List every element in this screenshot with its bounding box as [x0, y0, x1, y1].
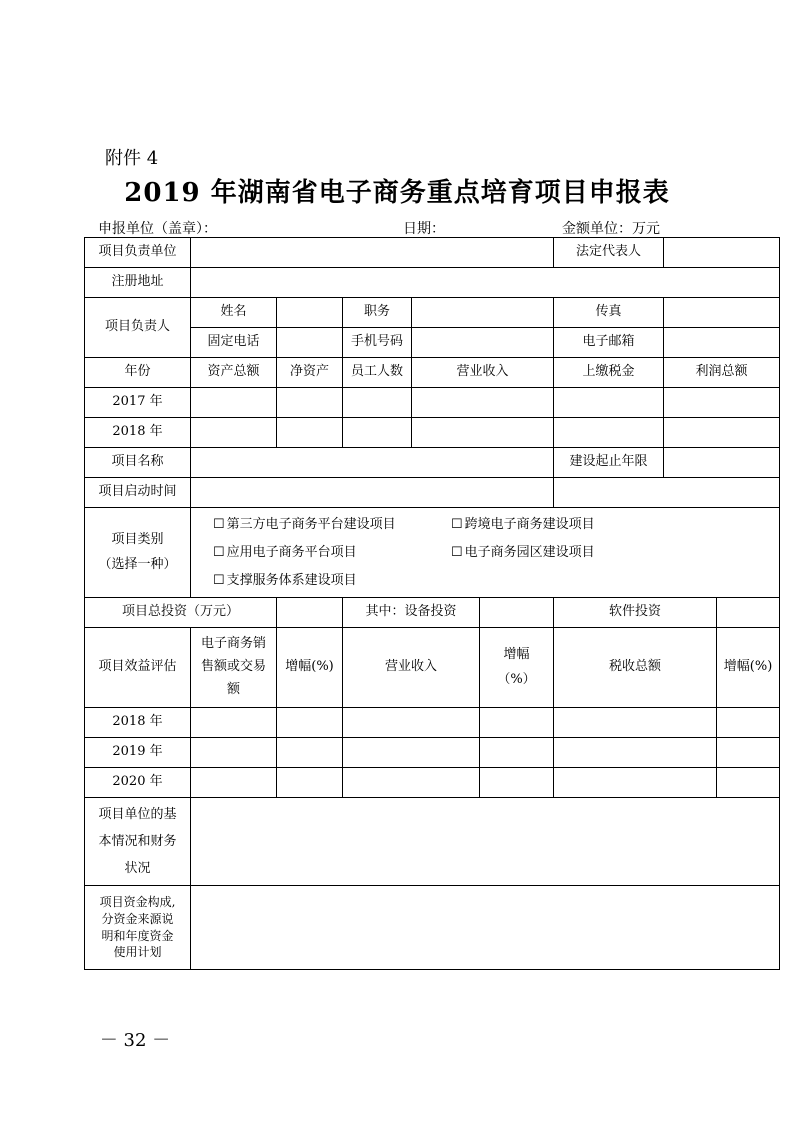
benefit-growth-header-1: 增幅(%): [277, 628, 343, 708]
benefit-cell[interactable]: [717, 738, 780, 768]
mobile-label: 手机号码: [343, 328, 412, 358]
category-label-line1: 项目类别: [111, 531, 164, 547]
finance-cell[interactable]: [664, 418, 780, 448]
amount-unit-label: 金额单位：万元: [562, 221, 660, 237]
row-project-name: [85, 448, 780, 478]
benefit-sales-header: [191, 628, 277, 708]
benefit-cell[interactable]: [554, 768, 717, 798]
phone-label: 固定电话: [191, 328, 277, 358]
benefit-cell[interactable]: [717, 708, 780, 738]
funding-label-line: 分资金来源说: [101, 911, 174, 926]
basic-info-label-line: 状况: [124, 861, 151, 877]
category-option-support[interactable]: ☐ 支撑服务体系建设项目: [213, 573, 357, 588]
category-option-row: [213, 567, 777, 595]
checkbox-icon[interactable]: ☐: [451, 544, 463, 560]
checkbox-icon[interactable]: ☐: [213, 544, 225, 560]
start-time-label: 项目启动时间: [85, 478, 191, 508]
basic-info-label-line: 项目单位的基: [98, 806, 177, 822]
fax-label: 传真: [554, 298, 664, 328]
category-option-cross-border[interactable]: ☐ 跨境电子商务建设项目: [451, 517, 595, 532]
category-option-application[interactable]: ☐ 应用电子商务平台项目: [213, 539, 451, 567]
total-investment-field[interactable]: [277, 598, 343, 628]
checkbox-icon[interactable]: ☐: [213, 516, 225, 532]
finance-header-tax: 上缴税金: [554, 358, 664, 388]
category-option-third-party[interactable]: ☐ 第三方电子商务平台建设项目: [213, 511, 451, 539]
row-finance-2017: [85, 388, 780, 418]
benefit-cell[interactable]: [277, 708, 343, 738]
position-field[interactable]: [412, 298, 554, 328]
benefit-cell[interactable]: [191, 708, 277, 738]
benefit-label: 项目效益评估: [85, 628, 191, 708]
benefit-cell[interactable]: [343, 768, 480, 798]
benefit-cell[interactable]: [191, 738, 277, 768]
category-label-line2: （选择一种）: [98, 556, 177, 572]
row-benefit-2019: [85, 738, 780, 768]
row-benefit-2018: [85, 708, 780, 738]
funding-label: [85, 886, 191, 970]
finance-header-year: 年份: [85, 358, 191, 388]
checkbox-icon[interactable]: ☐: [213, 572, 225, 588]
benefit-growth-header-3: 增幅(%): [717, 628, 780, 708]
finance-cell[interactable]: [191, 388, 277, 418]
finance-cell[interactable]: [343, 418, 412, 448]
name-label: 姓名: [191, 298, 277, 328]
build-period-field[interactable]: [664, 448, 780, 478]
basic-info-field[interactable]: [191, 798, 780, 886]
funding-field[interactable]: [191, 886, 780, 970]
finance-cell[interactable]: [412, 388, 554, 418]
benefit-cell[interactable]: [343, 708, 480, 738]
finance-cell[interactable]: [343, 388, 412, 418]
category-options: [191, 508, 780, 598]
responsible-unit-field[interactable]: [191, 238, 554, 268]
row-start-time: [85, 478, 780, 508]
page-number: － 32 －: [99, 1030, 171, 1051]
finance-cell[interactable]: [277, 388, 343, 418]
funding-label-line: 项目资金构成,: [99, 894, 176, 909]
email-label: 电子邮箱: [554, 328, 664, 358]
finance-year-2018: 2018 年: [85, 418, 191, 448]
benefit-cell[interactable]: [717, 768, 780, 798]
category-label: [85, 508, 191, 598]
finance-cell[interactable]: [412, 418, 554, 448]
finance-header-profit: 利润总额: [664, 358, 780, 388]
row-basic-info: [85, 798, 780, 886]
benefit-sales-header-line: 售额或交易: [200, 659, 266, 675]
benefit-cell[interactable]: [554, 708, 717, 738]
basic-info-label-line: 本情况和财务: [98, 833, 177, 849]
benefit-cell[interactable]: [480, 708, 554, 738]
row-finance-header: [85, 358, 780, 388]
funding-label-line: 明和年度资金: [101, 928, 174, 943]
finance-cell[interactable]: [191, 418, 277, 448]
legal-rep-field[interactable]: [664, 238, 780, 268]
checkbox-icon[interactable]: ☐: [451, 516, 463, 532]
start-time-field[interactable]: [191, 478, 554, 508]
row-address: [85, 268, 780, 298]
benefit-growth-header-2: [480, 628, 554, 708]
total-investment-label: 项目总投资（万元）: [85, 598, 277, 628]
benefit-tax-header: 税收总额: [554, 628, 717, 708]
legal-rep-label: 法定代表人: [554, 238, 664, 268]
application-form-table: [84, 237, 780, 970]
address-label: 注册地址: [85, 268, 191, 298]
project-leader-label: 项目负责人: [85, 298, 191, 358]
category-option-row: [213, 539, 777, 567]
row-investment: [85, 598, 780, 628]
finance-cell[interactable]: [554, 388, 664, 418]
benefit-year-2019: 2019 年: [85, 738, 191, 768]
date-label: 日期：: [403, 221, 445, 237]
benefit-cell[interactable]: [480, 768, 554, 798]
build-period-label: 建设起止年限: [554, 448, 664, 478]
benefit-sales-header-line: 电子商务销: [200, 636, 266, 652]
form-title: 2019 年湖南省电子商务重点培育项目申报表: [124, 178, 670, 208]
funding-label-line: 使用计划: [113, 945, 162, 960]
row-funding: [85, 886, 780, 970]
equipment-investment-field[interactable]: [480, 598, 554, 628]
benefit-cell[interactable]: [343, 738, 480, 768]
finance-header-net-assets: 净资产: [277, 358, 343, 388]
finance-header-employees: 员工人数: [343, 358, 412, 388]
project-name-field[interactable]: [191, 448, 554, 478]
row-contact-1: [85, 298, 780, 328]
start-time-extra-field[interactable]: [554, 478, 780, 508]
benefit-revenue-header: 营业收入: [343, 628, 480, 708]
row-finance-2018: [85, 418, 780, 448]
row-benefit-header: [85, 628, 780, 708]
address-field[interactable]: [191, 268, 780, 298]
phone-field[interactable]: [277, 328, 343, 358]
basic-info-label: [85, 798, 191, 886]
benefit-sales-header-line: 额: [226, 681, 240, 697]
benefit-growth-header-line: （%）: [497, 671, 536, 687]
applicant-unit-label: 申报单位（盖章）：: [98, 221, 217, 237]
row-responsible-unit: [85, 238, 780, 268]
finance-cell[interactable]: [554, 418, 664, 448]
attachment-label: 附件 4: [105, 148, 159, 169]
software-investment-label: 软件投资: [554, 598, 717, 628]
responsible-unit-label: 项目负责单位: [85, 238, 191, 268]
row-benefit-2020: [85, 768, 780, 798]
benefit-growth-header-line: 增幅: [503, 646, 530, 662]
category-option-park[interactable]: ☐ 电子商务园区建设项目: [451, 545, 595, 560]
name-field[interactable]: [277, 298, 343, 328]
benefit-cell[interactable]: [277, 738, 343, 768]
benefit-cell[interactable]: [191, 768, 277, 798]
benefit-year-2018: 2018 年: [85, 708, 191, 738]
benefit-cell[interactable]: [277, 768, 343, 798]
finance-header-assets: 资产总额: [191, 358, 277, 388]
finance-cell[interactable]: [277, 418, 343, 448]
equipment-investment-label: 其中：设备投资: [343, 598, 480, 628]
row-project-category: [85, 508, 780, 598]
finance-cell[interactable]: [664, 388, 780, 418]
finance-year-2017: 2017 年: [85, 388, 191, 418]
software-investment-field[interactable]: [717, 598, 780, 628]
benefit-year-2020: 2020 年: [85, 768, 191, 798]
position-label: 职务: [343, 298, 412, 328]
email-field[interactable]: [664, 328, 780, 358]
benefit-cell[interactable]: [554, 738, 717, 768]
finance-header-revenue: 营业收入: [412, 358, 554, 388]
benefit-cell[interactable]: [480, 738, 554, 768]
category-option-row: [213, 511, 777, 539]
fax-field[interactable]: [664, 298, 780, 328]
mobile-field[interactable]: [412, 328, 554, 358]
project-name-label: 项目名称: [85, 448, 191, 478]
